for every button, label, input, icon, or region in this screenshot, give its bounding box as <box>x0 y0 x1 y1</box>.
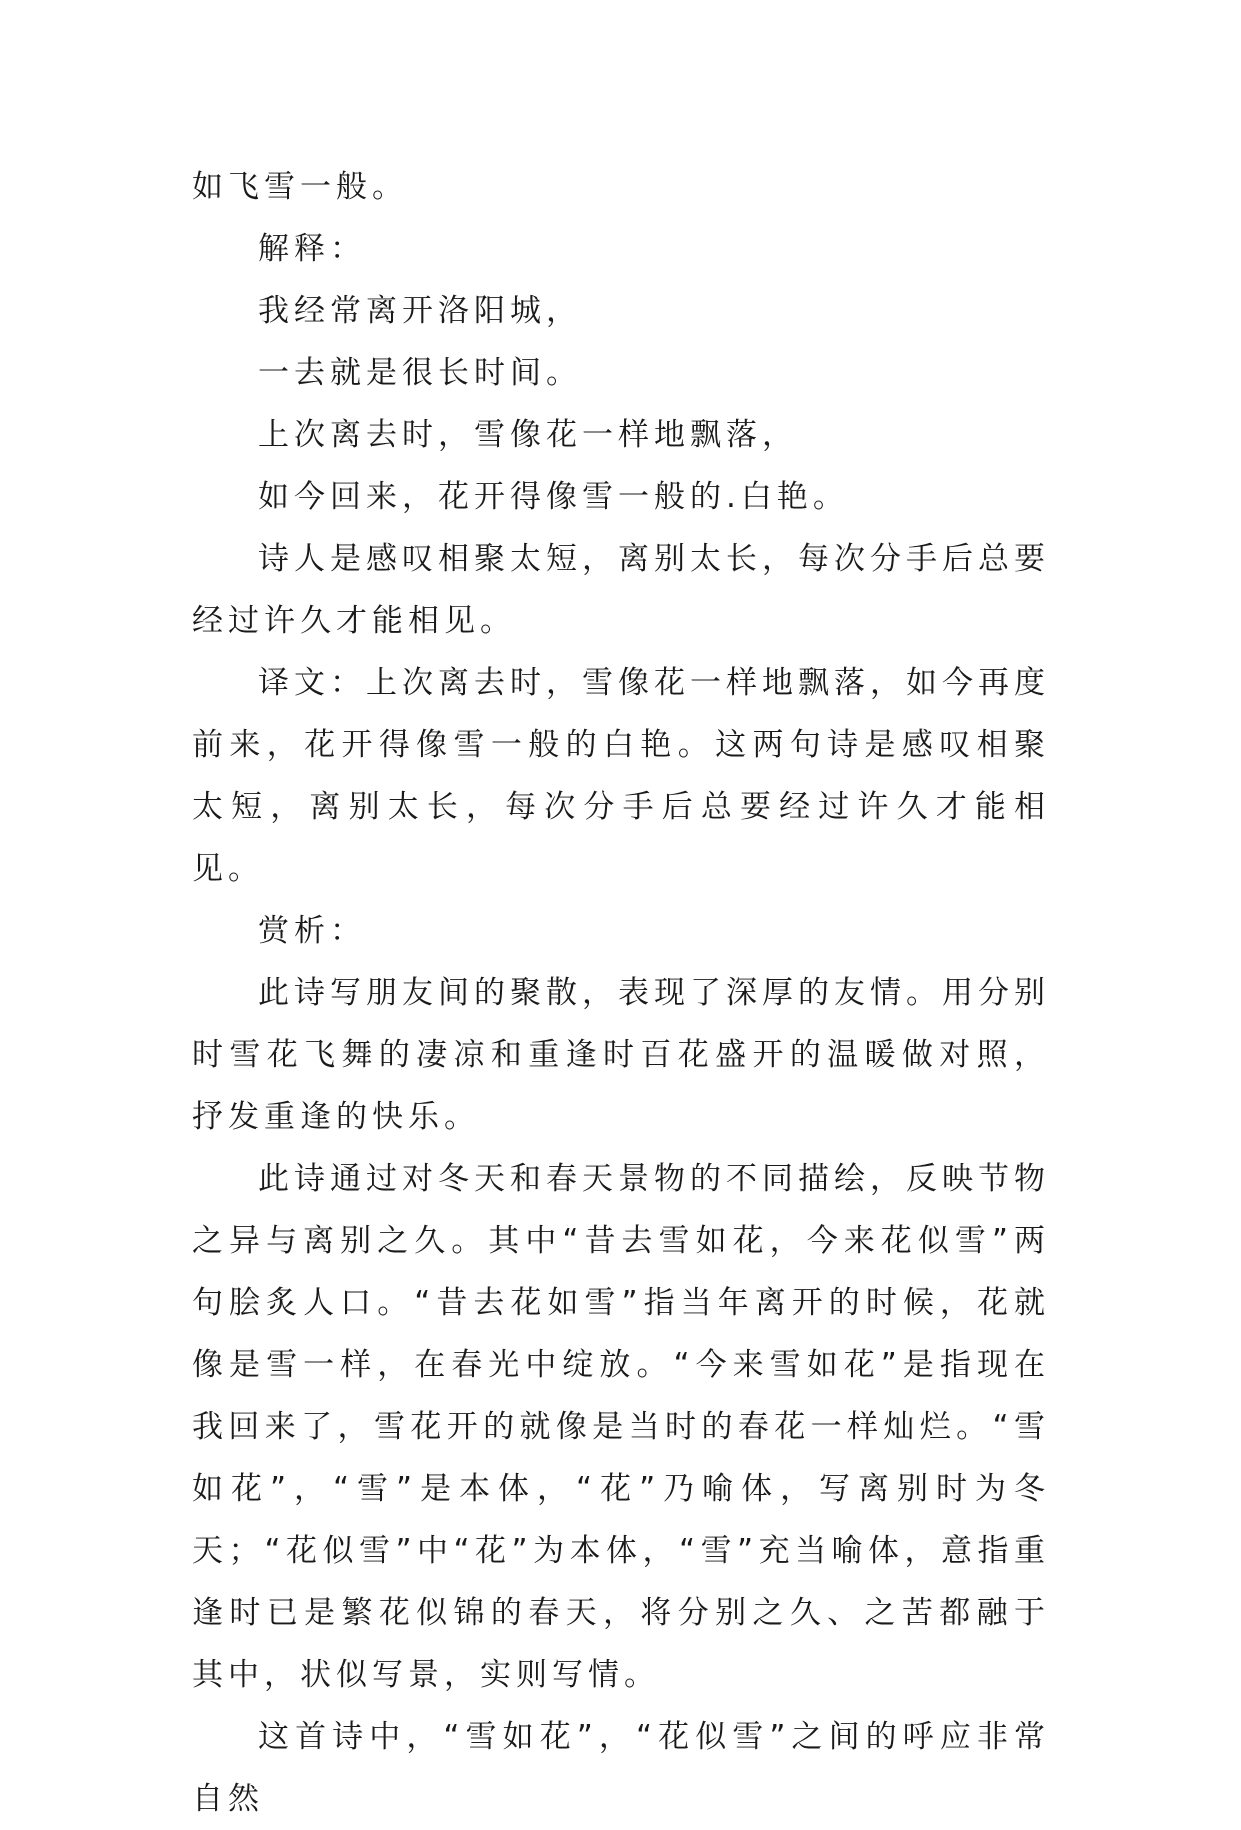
document-body <box>192 156 1050 1830</box>
paragraph-translation: 译文：上次离去时，雪像花一样地飘落，如今再度前来，花开得像雪一般的白艳。这两句诗是感叹相聚太短，离别太长，每次分手后总要经过许久才能相见。 <box>192 665 1050 887</box>
paragraph-explanation-line-3: 上次离去时，雪像花一样地飘落， <box>258 417 798 453</box>
paragraph-explanation-heading: 解释： <box>258 231 366 267</box>
paragraph-explanation-line-2: 一去就是很长时间。 <box>258 355 582 391</box>
paragraph-explanation-summary: 诗人是感叹相聚太短，离别太长，每次分手后总要经过许久才能相见。 <box>192 541 1050 639</box>
paragraph-appreciation-2: 此诗通过对冬天和春天景物的不同描绘，反映节物之异与离别之久。其中“昔去雪如花，今来花似雪”两句脍炙人口。“昔去花如雪”指当年离开的时候，花就像是雪一样，在春光中绽放。“今来雪如花”是指现在我回来了，雪花开的就像是当时的春花一样灿烂。“雪如花”，“雪”是本体，“花”乃喻体，写离别时为冬天；“花似雪”中“花”为本体，“雪”充当喻体，意指重逢时已是繁花似锦的春天，将分别之久、之苦都融于其中，状似写景，实则写情。 <box>192 1161 1050 1693</box>
paragraph-continuation: 如飞雪一般。 <box>192 169 408 205</box>
paragraph-appreciation-1: 此诗写朋友间的聚散，表现了深厚的友情。用分别时雪花飞舞的凄凉和重逢时百花盛开的温暖做对照，抒发重逢的快乐。 <box>192 975 1050 1135</box>
paragraph-appreciation-heading: 赏析： <box>258 913 366 949</box>
paragraph-appreciation-3: 这首诗中，“雪如花”，“花似雪”之间的呼应非常自然 <box>192 1719 1050 1817</box>
paragraph-explanation-line-1: 我经常离开洛阳城， <box>258 293 582 329</box>
paragraph-explanation-line-4: 如今回来，花开得像雪一般的.白艳。 <box>258 479 849 515</box>
